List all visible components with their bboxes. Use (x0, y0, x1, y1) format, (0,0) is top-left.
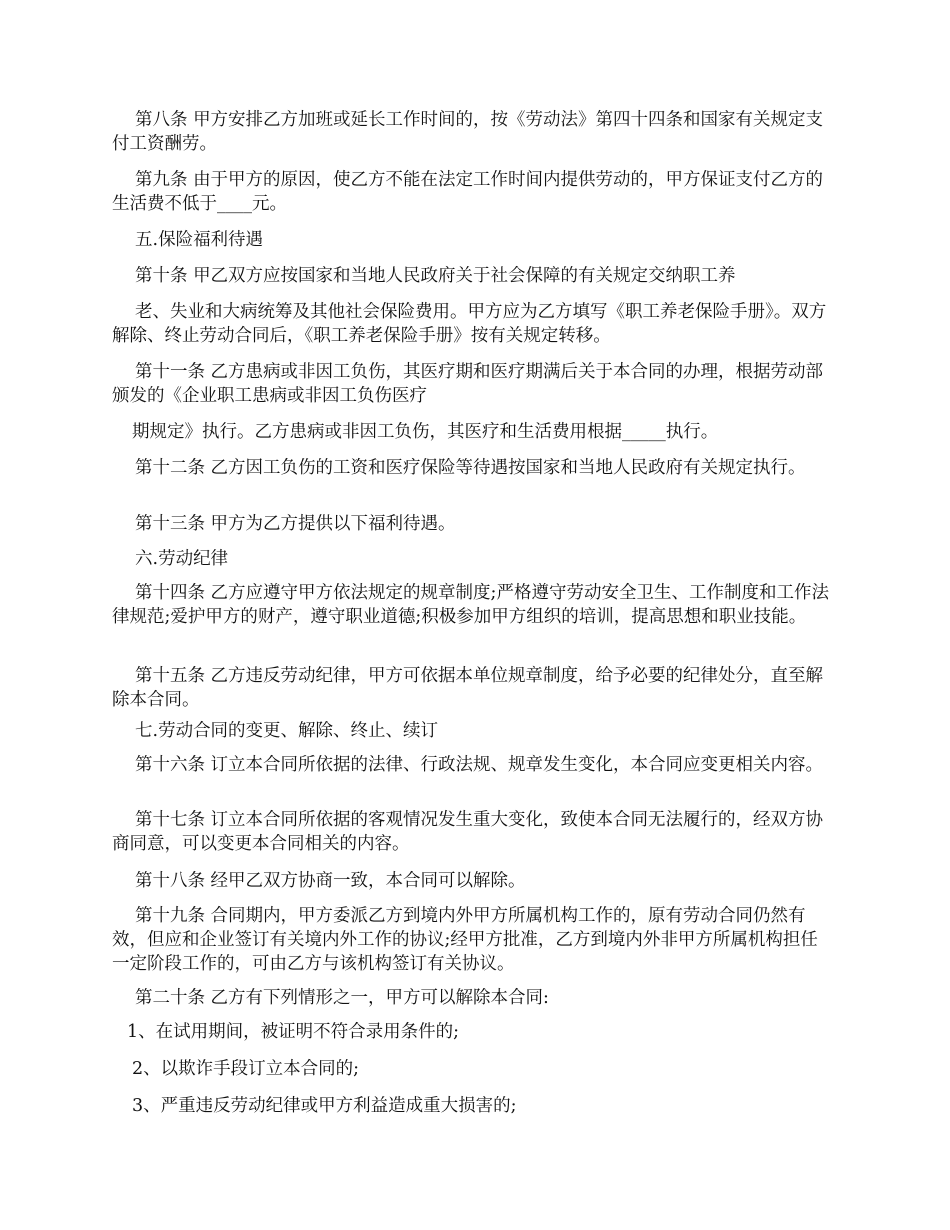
paragraph-article-11-cont: 期规定》执行。乙方患病或非因工负伤，其医疗和生活费用根据_____执行。 (132, 422, 719, 442)
list-item-2: 2、以欺诈手段订立本合同的; (132, 1059, 360, 1079)
paragraph-article-20: 第二十条 乙方有下列情形之一，甲方可以解除本合同: (135, 988, 549, 1008)
paragraph-article-19: 第十九条 合同期内，甲方委派乙方到境内外甲方所属机构工作的，原有劳动合同仍然有效，但应和企业签订有关境内外工作的协议;经甲方批准，乙方到境内外非甲方所属机构担任一定阶段工作的，可由乙方与该机构签订有关协议。 (112, 906, 818, 974)
paragraph-article-11-start: 第十一条 乙方患病或非因工负伤，其医疗期和医疗期满后关于本合同的办理，根据劳动部颁发的《企业职工患病或非因工负伤医疗 (112, 362, 824, 406)
paragraph-article-18: 第十八条 经甲乙双方协商一致，本合同可以解除。 (135, 871, 526, 891)
section-heading-contract-changes: 七.劳动合同的变更、解除、终止、续订 (135, 721, 439, 741)
paragraph-article-17: 第十七条 订立本合同所依据的客观情况发生重大变化，致使本合同无法履行的，经双方协商同意，可以变更本合同相关的内容。 (112, 810, 824, 854)
paragraph-article-10-cont: 老、失业和大病统筹及其他社会保险费用。甲方应为乙方填写《职工养老保险手册》。双方解除、终止劳动合同后，《职工养老保险手册》按有关规定转移。 (112, 302, 827, 346)
paragraph-article-13: 第十三条 甲方为乙方提供以下福利待遇。 (135, 514, 456, 534)
paragraph-article-14: 第十四条 乙方应遵守甲方依法规定的规章制度;严格遵守劳动安全卫生、工作制度和工作法律规范;爱护甲方的财产，遵守职业道德;积极参加甲方组织的培训，提高思想和职业技能。 (112, 583, 829, 627)
list-item-3: 3、严重违反劳动纪律或甲方利益造成重大损害的; (132, 1096, 517, 1116)
section-heading-labor-discipline: 六.劳动纪律 (135, 549, 229, 569)
paragraph-article-15: 第十五条 乙方违反劳动纪律，甲方可依据本单位规章制度，给予必要的纪律处分，直至解除本合同。 (112, 666, 824, 710)
list-item-1: 1、在试用期间，被证明不符合录用条件的; (127, 1022, 460, 1042)
paragraph-article-16: 第十六条 订立本合同所依据的法律、行政法规、规章发生变化，本合同应变更相关内容。 (135, 755, 824, 775)
paragraph-article-8: 第八条 甲方安排乙方加班或延长工作时间的，按《劳动法》第四十四条和国家有关规定支付工资酬劳。 (112, 110, 824, 154)
section-heading-insurance-welfare: 五.保险福利待遇 (135, 230, 264, 250)
paragraph-article-10-start: 第十条 甲乙双方应按国家和当地人民政府关于社会保障的有关规定交纳职工养 (135, 266, 736, 286)
paragraph-article-9: 第九条 由于甲方的原因，使乙方不能在法定工作时间内提供劳动的，甲方保证支付乙方的生活费不低于____元。 (112, 170, 824, 214)
paragraph-article-12: 第十二条 乙方因工负伤的工资和医疗保险等待遇按国家和当地人民政府有关规定执行。 (135, 458, 806, 478)
